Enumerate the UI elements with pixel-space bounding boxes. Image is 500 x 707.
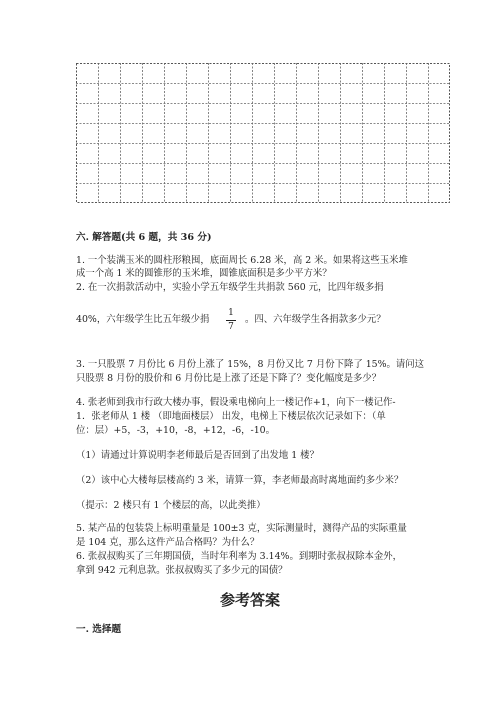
answer-section-title: 一. 选择题 <box>76 624 122 635</box>
question-4-line-1: 4. 张老师到我市行政大楼办事，假设乘电梯向上一楼记作+1，向下一楼记作- <box>76 397 396 408</box>
section-title: 六. 解答题(共 6 题，共 36 分) <box>76 232 212 243</box>
question-6-line-1: 6. 张叔叔购买了三年期国债，当时年利率为 3.14%。到期时张叔叔除本金外， <box>76 551 402 562</box>
question-5-line-1: 5. 某产品的包装袋上标明重量是 100±3 克，实际测量时，测得产品的实际重量 <box>76 523 407 534</box>
question-4-hint: （提示：2 楼只有 1 个楼层的高，以此类推） <box>76 500 266 511</box>
grid-border <box>77 64 450 203</box>
question-1-line-2: 成一个高 1 米的圆锥形的玉米堆，圆锥底面积是多少平方米？ <box>76 268 332 279</box>
question-4-line-2: 1．张老师从 1 楼 （即地面楼层） 出发，电梯上下楼层依次记录如下：（单 <box>76 411 386 422</box>
answer-title: 参考答案 <box>219 591 280 609</box>
fraction-bar <box>226 320 236 321</box>
question-2-before-fraction: 40%，六年级学生比五年级少捐 <box>76 314 210 325</box>
question-2-line-1: 2. 在一次捐款活动中，实验小学五年级学生共捐款 560 元，比四年级多捐 <box>76 282 384 293</box>
question-2-fraction <box>226 308 236 333</box>
question-3-line-2: 只股票 8 月份的股价和 6 月份比是上涨了还是下降了？变化幅度是多少？ <box>76 373 382 384</box>
question-6-line-2: 拿到 942 元利息款。张叔叔购买了多少元的国债？ <box>76 565 288 576</box>
question-2-after-fraction: 。四、六年级学生各捐款多少元？ <box>245 314 386 325</box>
question-4-sub-1: （1）请通过计算说明李老师最后是否回到了出发地 1 楼？ <box>76 450 319 461</box>
fraction-numerator: 1 <box>228 308 234 318</box>
question-1-line-1: 1. 一个装满玉米的圆柱形粮囤，底面周长 6.28 米，高 2 米。如果将这些玉米堆 <box>76 255 408 266</box>
question-5-line-2: 是 104 克，那么这件产品合格吗？为什么？ <box>76 537 260 548</box>
question-4-line-3: 位：层）+5，-3，+10，-8，+12，-6，-10。 <box>76 425 276 436</box>
question-4-sub-2: （2）该中心大楼每层楼高约 3 米，请算一算，李老师最高时离地面约多少米？ <box>76 475 404 486</box>
fraction-denominator: 7 <box>228 322 234 332</box>
question-3-line-1: 3. 一只股票 7 月份比 6 月份上涨了 15%，8 月份又比 7 月份下降了 15%。请问这 <box>76 359 425 370</box>
writing-grid <box>76 63 450 203</box>
